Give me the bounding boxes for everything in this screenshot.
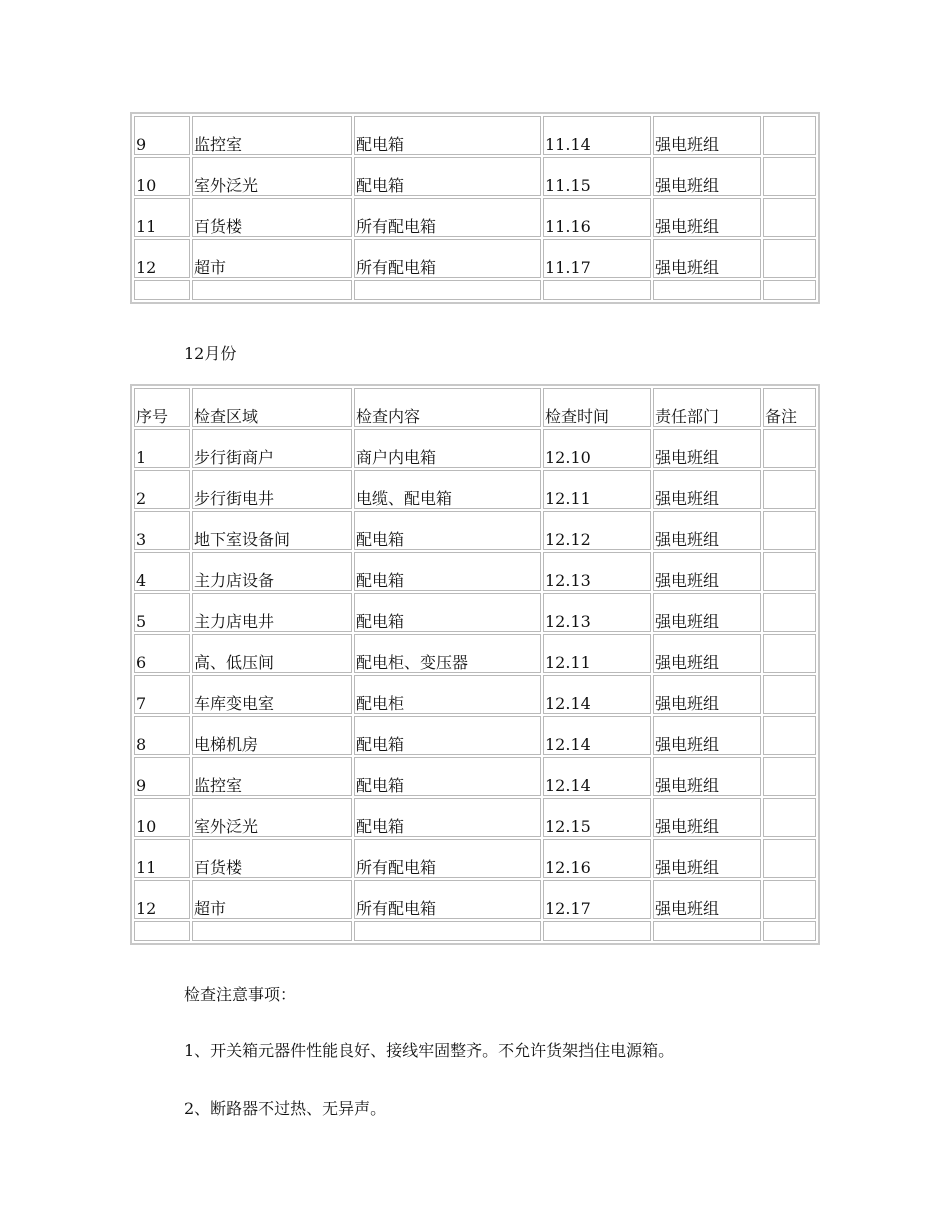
table-2-body [134, 388, 816, 941]
table-cell: 配电箱 [354, 116, 541, 155]
table-cell [134, 921, 190, 941]
table-cell: 12 [134, 880, 190, 919]
table-cell: 强电班组 [653, 511, 761, 550]
table-cell [763, 470, 816, 509]
header-cell: 检查时间 [543, 388, 651, 427]
inspection-table-1 [132, 114, 818, 302]
table-cell: 所有配电箱 [354, 198, 541, 237]
table-cell [763, 157, 816, 196]
note-item: 2、断路器不过热、无异声。 [184, 1099, 387, 1118]
table-cell: 所有配电箱 [354, 239, 541, 278]
table-cell: 高、低压间 [192, 634, 352, 673]
table-cell: 配电箱 [354, 798, 541, 837]
table-cell: 10 [134, 157, 190, 196]
table-cell [763, 552, 816, 591]
table-row [134, 429, 816, 468]
table-row [134, 157, 816, 196]
inspection-table-december [130, 384, 820, 945]
table-cell [192, 280, 352, 300]
table-cell: 百货楼 [192, 198, 352, 237]
table-cell: 强电班组 [653, 716, 761, 755]
table-cell: 强电班组 [653, 798, 761, 837]
table-cell: 超市 [192, 239, 352, 278]
table-cell: 4 [134, 552, 190, 591]
table-cell: 地下室设备间 [192, 511, 352, 550]
table-cell: 配电箱 [354, 511, 541, 550]
table-cell: 12.14 [543, 675, 651, 714]
header-cell: 检查区域 [192, 388, 352, 427]
table-cell: 12 [134, 239, 190, 278]
table-row [134, 675, 816, 714]
table-cell: 12.10 [543, 429, 651, 468]
table-cell: 商户内电箱 [354, 429, 541, 468]
table-row [134, 757, 816, 796]
table-cell [354, 921, 541, 941]
table-cell: 强电班组 [653, 634, 761, 673]
table-cell [763, 239, 816, 278]
table-cell: 配电柜、变压器 [354, 634, 541, 673]
table-cell [763, 593, 816, 632]
table-row [134, 280, 816, 300]
note-item: 1、开关箱元器件性能良好、接线牢固整齐。不允许货架挡住电源箱。 [184, 1041, 675, 1060]
table-cell: 配电箱 [354, 757, 541, 796]
table-cell [763, 634, 816, 673]
table-cell [763, 880, 816, 919]
table-cell [763, 921, 816, 941]
table-cell: 车库变电室 [192, 675, 352, 714]
table-cell: 配电箱 [354, 552, 541, 591]
table-cell: 强电班组 [653, 675, 761, 714]
table-cell [134, 280, 190, 300]
table-cell: 9 [134, 757, 190, 796]
header-cell: 检查内容 [354, 388, 541, 427]
table-cell [763, 511, 816, 550]
table-cell: 主力店电井 [192, 593, 352, 632]
table-cell [763, 198, 816, 237]
notes-title: 检查注意事项： [184, 985, 297, 1004]
table-cell: 室外泛光 [192, 798, 352, 837]
table-cell [763, 675, 816, 714]
table-cell: 12.16 [543, 839, 651, 878]
table-cell: 11 [134, 839, 190, 878]
table-cell: 5 [134, 593, 190, 632]
table-row [134, 880, 816, 919]
table-cell: 11.17 [543, 239, 651, 278]
table-cell: 配电箱 [354, 157, 541, 196]
table-cell: 步行街电井 [192, 470, 352, 509]
table-cell: 强电班组 [653, 429, 761, 468]
table-cell: 12.15 [543, 798, 651, 837]
table-cell [763, 116, 816, 155]
table-cell: 6 [134, 634, 190, 673]
table-cell: 强电班组 [653, 880, 761, 919]
table-cell: 12.11 [543, 470, 651, 509]
table-row [134, 511, 816, 550]
table-row [134, 552, 816, 591]
table-cell: 百货楼 [192, 839, 352, 878]
table-cell: 12.17 [543, 880, 651, 919]
table-cell: 配电柜 [354, 675, 541, 714]
table-cell: 12.12 [543, 511, 651, 550]
table-cell: 超市 [192, 880, 352, 919]
table-cell: 室外泛光 [192, 157, 352, 196]
table-cell [653, 280, 761, 300]
header-cell: 责任部门 [653, 388, 761, 427]
table-cell: 3 [134, 511, 190, 550]
table-cell: 电缆、配电箱 [354, 470, 541, 509]
table-cell: 所有配电箱 [354, 880, 541, 919]
table-cell: 10 [134, 798, 190, 837]
table-cell: 强电班组 [653, 157, 761, 196]
table-row [134, 921, 816, 941]
table-row [134, 634, 816, 673]
table-cell: 强电班组 [653, 552, 761, 591]
table-cell: 配电箱 [354, 593, 541, 632]
table-cell [763, 757, 816, 796]
table-row [134, 239, 816, 278]
table-cell: 强电班组 [653, 593, 761, 632]
table-cell: 强电班组 [653, 470, 761, 509]
table-cell [653, 921, 761, 941]
table-cell: 9 [134, 116, 190, 155]
table-cell: 12.11 [543, 634, 651, 673]
table-cell: 步行街商户 [192, 429, 352, 468]
table-row [134, 798, 816, 837]
table-cell [543, 921, 651, 941]
table-cell: 2 [134, 470, 190, 509]
inspection-table-november-continued [130, 112, 820, 304]
table-cell: 11.14 [543, 116, 651, 155]
table-row [134, 470, 816, 509]
table-cell: 11 [134, 198, 190, 237]
month-heading: 12月份 [184, 344, 237, 363]
header-cell: 序号 [134, 388, 190, 427]
table-cell: 1 [134, 429, 190, 468]
table-cell: 7 [134, 675, 190, 714]
inspection-table-2 [132, 386, 818, 943]
table-cell: 8 [134, 716, 190, 755]
table-cell [763, 798, 816, 837]
table-cell: 11.16 [543, 198, 651, 237]
table-cell: 所有配电箱 [354, 839, 541, 878]
table-cell: 配电箱 [354, 716, 541, 755]
table-cell: 强电班组 [653, 839, 761, 878]
table-cell [763, 716, 816, 755]
table-row [134, 593, 816, 632]
table-cell: 强电班组 [653, 239, 761, 278]
table-row [134, 116, 816, 155]
table-cell [763, 280, 816, 300]
table-cell: 强电班组 [653, 757, 761, 796]
table-cell: 12.13 [543, 593, 651, 632]
table-header-row [134, 388, 816, 427]
table-cell: 12.14 [543, 716, 651, 755]
table-cell: 12.14 [543, 757, 651, 796]
table-cell: 主力店设备 [192, 552, 352, 591]
header-cell: 备注 [763, 388, 816, 427]
table-cell: 强电班组 [653, 198, 761, 237]
table-cell: 监控室 [192, 757, 352, 796]
table-row [134, 198, 816, 237]
table-cell: 电梯机房 [192, 716, 352, 755]
table-cell [543, 280, 651, 300]
table-cell [763, 839, 816, 878]
table-cell [192, 921, 352, 941]
table-cell: 监控室 [192, 116, 352, 155]
table-cell: 12.13 [543, 552, 651, 591]
table-cell [354, 280, 541, 300]
table-row [134, 716, 816, 755]
table-cell [763, 429, 816, 468]
table-cell: 11.15 [543, 157, 651, 196]
table-row [134, 839, 816, 878]
table-cell: 强电班组 [653, 116, 761, 155]
table-1-body [134, 116, 816, 300]
